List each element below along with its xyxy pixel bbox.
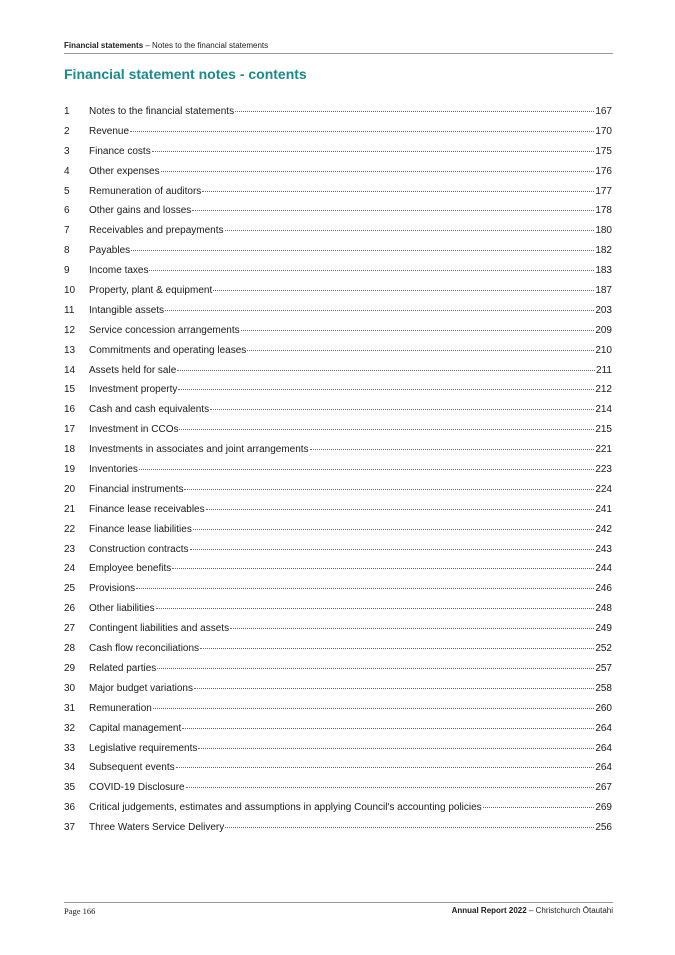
footer-separator: – <box>526 906 536 915</box>
toc-entry-label: Construction contracts <box>89 543 189 555</box>
toc-entry-label: Cash flow reconciliations <box>89 643 200 655</box>
toc-entry-label: Investments in associates and joint arrangements <box>89 444 309 456</box>
toc-entry-label: Cash and cash equivalents <box>89 404 210 416</box>
toc-entry-page: 264 <box>595 762 612 774</box>
toc-leader-dots <box>483 807 595 808</box>
toc-entry-number: 21 <box>64 503 76 515</box>
toc-leader-dots <box>156 608 595 609</box>
toc-entry[interactable] <box>64 778 612 798</box>
toc-entry-number: 4 <box>64 165 70 177</box>
toc-entry[interactable] <box>64 480 612 500</box>
toc-entry-number: 23 <box>64 543 76 555</box>
toc-entry-label: Critical judgements, estimates and assumptions in applying Council's accounting policies <box>89 802 482 814</box>
toc-entry-label: Financial instruments <box>89 483 184 495</box>
toc-entry-number: 14 <box>64 364 76 376</box>
toc-leader-dots <box>198 748 594 749</box>
toc-entry-page: 260 <box>595 702 612 714</box>
toc-entry-label: Payables <box>89 245 131 257</box>
toc-leader-dots <box>213 290 594 291</box>
toc-entry-page: 267 <box>595 782 612 794</box>
page-title: Financial statement notes - contents <box>64 66 307 82</box>
toc-entry-label: Employee benefits <box>89 563 172 575</box>
toc-entry-page: 244 <box>595 563 612 575</box>
toc-entry-label: Finance costs <box>89 145 151 157</box>
running-header <box>64 41 613 54</box>
header-section: Financial statements <box>64 41 144 50</box>
toc-entry-number: 15 <box>64 384 76 396</box>
toc-entry[interactable] <box>64 798 612 818</box>
toc-entry-label: Inventories <box>89 464 138 476</box>
toc-leader-dots <box>194 688 594 689</box>
toc-entry[interactable] <box>64 142 612 162</box>
toc-entry[interactable] <box>64 619 612 639</box>
toc-leader-dots <box>310 449 595 450</box>
toc-leader-dots <box>176 767 595 768</box>
toc-entry-page: 170 <box>595 125 612 137</box>
toc-entry-page: 269 <box>595 802 612 814</box>
toc-entry-number: 8 <box>64 245 70 257</box>
toc-entry-label: Subsequent events <box>89 762 175 774</box>
toc-leader-dots <box>153 708 595 709</box>
toc-entry-number: 17 <box>64 424 76 436</box>
toc-entry[interactable] <box>64 420 612 440</box>
toc-entry[interactable] <box>64 659 612 679</box>
toc-entry-number: 18 <box>64 444 76 456</box>
toc-entry[interactable] <box>64 301 612 321</box>
toc-leader-dots <box>131 250 594 251</box>
toc-entry-page: 203 <box>595 304 612 316</box>
toc-leader-dots <box>130 131 594 132</box>
toc-leader-dots <box>149 270 594 271</box>
toc-entry-number: 7 <box>64 225 70 237</box>
toc-entry-number: 37 <box>64 822 76 834</box>
running-footer <box>64 902 613 916</box>
toc-entry-number: 26 <box>64 603 76 615</box>
toc-entry-label: Legislative requirements <box>89 742 198 754</box>
toc-leader-dots <box>241 330 595 331</box>
toc-entry-label: Income taxes <box>89 265 149 277</box>
toc-leader-dots <box>202 191 594 192</box>
toc-entry-label: Capital management <box>89 722 182 734</box>
toc-leader-dots <box>190 549 595 550</box>
page-number: Page 166 <box>64 906 96 916</box>
toc-entry-number: 30 <box>64 682 76 694</box>
toc-entry-number: 13 <box>64 344 76 356</box>
toc-entry-page: 214 <box>595 404 612 416</box>
toc-entry[interactable] <box>64 182 612 202</box>
toc-entry-page: 249 <box>595 623 612 635</box>
toc-entry-page: 178 <box>595 205 612 217</box>
toc-entry-number: 27 <box>64 623 76 635</box>
toc-entry-label: Contingent liabilities and assets <box>89 623 230 635</box>
toc-entry-number: 34 <box>64 762 76 774</box>
toc-entry-number: 35 <box>64 782 76 794</box>
toc-entry[interactable] <box>64 520 612 540</box>
toc-entry-label: Commitments and operating leases <box>89 344 247 356</box>
toc-entry-page: 167 <box>595 106 612 117</box>
toc-entry-number: 25 <box>64 583 76 595</box>
toc-entry[interactable] <box>64 540 612 560</box>
toc-entry-number: 2 <box>64 125 70 137</box>
toc-entry-page: 177 <box>595 185 612 197</box>
toc-entry[interactable] <box>64 102 612 122</box>
toc-entry-number: 20 <box>64 483 76 495</box>
toc-entry[interactable] <box>64 201 612 221</box>
toc-entry-page: 176 <box>595 165 612 177</box>
toc-entry-label: Other expenses <box>89 165 160 177</box>
toc-entry-label: Finance lease liabilities <box>89 523 192 535</box>
toc-entry-label: Investment in CCOs <box>89 424 179 436</box>
toc-entry-page: 183 <box>595 265 612 277</box>
toc-entry[interactable] <box>64 122 612 142</box>
toc-entry[interactable] <box>64 719 612 739</box>
toc-entry-page: 256 <box>595 822 612 834</box>
toc-leader-dots <box>177 370 595 371</box>
toc-entry[interactable] <box>64 579 612 599</box>
toc-entry[interactable] <box>64 818 612 838</box>
footer-org: Christchurch Ōtautahi <box>535 906 613 915</box>
toc-leader-dots <box>165 310 594 311</box>
header-separator: – <box>143 41 153 50</box>
toc-leader-dots <box>225 230 595 231</box>
toc-leader-dots <box>172 568 594 569</box>
toc-leader-dots <box>225 827 594 828</box>
toc-entry[interactable] <box>64 361 612 381</box>
toc-entry[interactable] <box>64 599 612 619</box>
footer-report-title: Annual Report 2022 <box>451 906 527 915</box>
toc-entry-page: 252 <box>595 643 612 655</box>
toc-entry-page: 180 <box>595 225 612 237</box>
toc-entry-number: 10 <box>64 285 76 297</box>
toc-entry-number: 24 <box>64 563 76 575</box>
toc-leader-dots <box>210 409 594 410</box>
toc-leader-dots <box>182 728 594 729</box>
toc-leader-dots <box>230 628 594 629</box>
toc-leader-dots <box>157 668 594 669</box>
toc-entry[interactable] <box>64 559 612 579</box>
toc-entry-number: 33 <box>64 742 76 754</box>
toc-entry-page: 257 <box>595 662 612 674</box>
toc-entry-label: Remuneration of auditors <box>89 185 202 197</box>
toc-entry-number: 36 <box>64 802 76 814</box>
toc-entry-number: 9 <box>64 265 70 277</box>
toc-entry-label: Major budget variations <box>89 682 193 694</box>
toc-leader-dots <box>161 171 595 172</box>
toc-entry[interactable] <box>64 321 612 341</box>
toc-entry-page: 215 <box>595 424 612 436</box>
toc-entry-page: 210 <box>595 344 612 356</box>
toc-entry-number: 28 <box>64 643 76 655</box>
toc-entry-label: Intangible assets <box>89 304 165 316</box>
toc-entry-label: Receivables and prepayments <box>89 225 224 237</box>
toc-entry-page: 248 <box>595 603 612 615</box>
toc-entry-number: 12 <box>64 324 76 336</box>
toc-entry-label: Remuneration <box>89 702 152 714</box>
toc-entry-number: 3 <box>64 145 70 157</box>
table-of-contents <box>64 102 612 838</box>
toc-entry-page: 246 <box>595 583 612 595</box>
toc-leader-dots <box>200 648 594 649</box>
toc-entry-label: Finance lease receivables <box>89 503 205 515</box>
toc-entry-page: 223 <box>595 464 612 476</box>
toc-entry-label: Related parties <box>89 662 157 674</box>
toc-entry[interactable] <box>64 241 612 261</box>
toc-leader-dots <box>139 469 594 470</box>
toc-entry-page: 242 <box>595 523 612 535</box>
toc-entry-label: Three Waters Service Delivery <box>89 822 225 834</box>
toc-entry[interactable] <box>64 699 612 719</box>
toc-entry-page: 175 <box>595 145 612 157</box>
toc-leader-dots <box>152 151 595 152</box>
toc-entry-label: COVID-19 Disclosure <box>89 782 185 794</box>
toc-entry-page: 187 <box>595 285 612 297</box>
toc-entry-number: 11 <box>64 304 75 316</box>
toc-entry-label: Investment property <box>89 384 178 396</box>
toc-entry-page: 264 <box>595 722 612 734</box>
toc-leader-dots <box>184 489 594 490</box>
toc-entry[interactable] <box>64 261 612 281</box>
toc-entry-number: 31 <box>64 702 76 714</box>
toc-entry[interactable] <box>64 500 612 520</box>
toc-entry-label: Other liabilities <box>89 603 155 615</box>
toc-entry[interactable] <box>64 281 612 301</box>
toc-entry-label: Property, plant & equipment <box>89 285 213 297</box>
toc-entry[interactable] <box>64 380 612 400</box>
toc-entry-number: 16 <box>64 404 76 416</box>
toc-entry-page: 182 <box>595 245 612 257</box>
header-subsection: Notes to the financial statements <box>152 41 269 50</box>
footer-report <box>452 906 613 916</box>
toc-leader-dots <box>136 588 594 589</box>
toc-leader-dots <box>235 111 594 112</box>
toc-entry-label: Assets held for sale <box>89 364 177 376</box>
toc-entry[interactable] <box>64 460 612 480</box>
toc-entry-page: 209 <box>595 324 612 336</box>
toc-entry-page: 224 <box>595 483 612 495</box>
toc-entry[interactable] <box>64 679 612 699</box>
toc-entry[interactable] <box>64 221 612 241</box>
toc-entry-page: 258 <box>595 682 612 694</box>
toc-entry-number: 5 <box>64 185 70 197</box>
toc-entry-label: Provisions <box>89 583 136 595</box>
toc-entry-page: 241 <box>595 503 612 515</box>
toc-leader-dots <box>186 787 595 788</box>
toc-entry[interactable] <box>64 758 612 778</box>
toc-entry-label: Revenue <box>89 125 130 137</box>
toc-leader-dots <box>193 529 594 530</box>
toc-leader-dots <box>178 389 594 390</box>
toc-entry-number: 6 <box>64 205 70 217</box>
toc-entry-page: 243 <box>595 543 612 555</box>
toc-entry-number: 32 <box>64 722 76 734</box>
toc-entry[interactable] <box>64 440 612 460</box>
toc-entry[interactable] <box>64 639 612 659</box>
toc-entry[interactable] <box>64 162 612 182</box>
toc-entry[interactable] <box>64 341 612 361</box>
toc-entry-label: Service concession arrangements <box>89 324 240 336</box>
toc-entry-page: 264 <box>595 742 612 754</box>
toc-leader-dots <box>179 429 594 430</box>
toc-entry-label: Notes to the financial statements <box>89 106 235 117</box>
toc-entry-page: 211 <box>596 364 612 376</box>
toc-entry[interactable] <box>64 739 612 759</box>
toc-leader-dots <box>206 509 595 510</box>
toc-entry-page: 221 <box>595 444 612 456</box>
toc-entry-number: 22 <box>64 523 76 535</box>
toc-entry-number: 19 <box>64 464 76 476</box>
toc-leader-dots <box>247 350 594 351</box>
toc-entry-page: 212 <box>595 384 612 396</box>
toc-entry-number: 29 <box>64 662 76 674</box>
toc-entry-number: 1 <box>64 106 70 117</box>
toc-entry-label: Other gains and losses <box>89 205 192 217</box>
toc-leader-dots <box>192 210 594 211</box>
toc-entry[interactable] <box>64 400 612 420</box>
